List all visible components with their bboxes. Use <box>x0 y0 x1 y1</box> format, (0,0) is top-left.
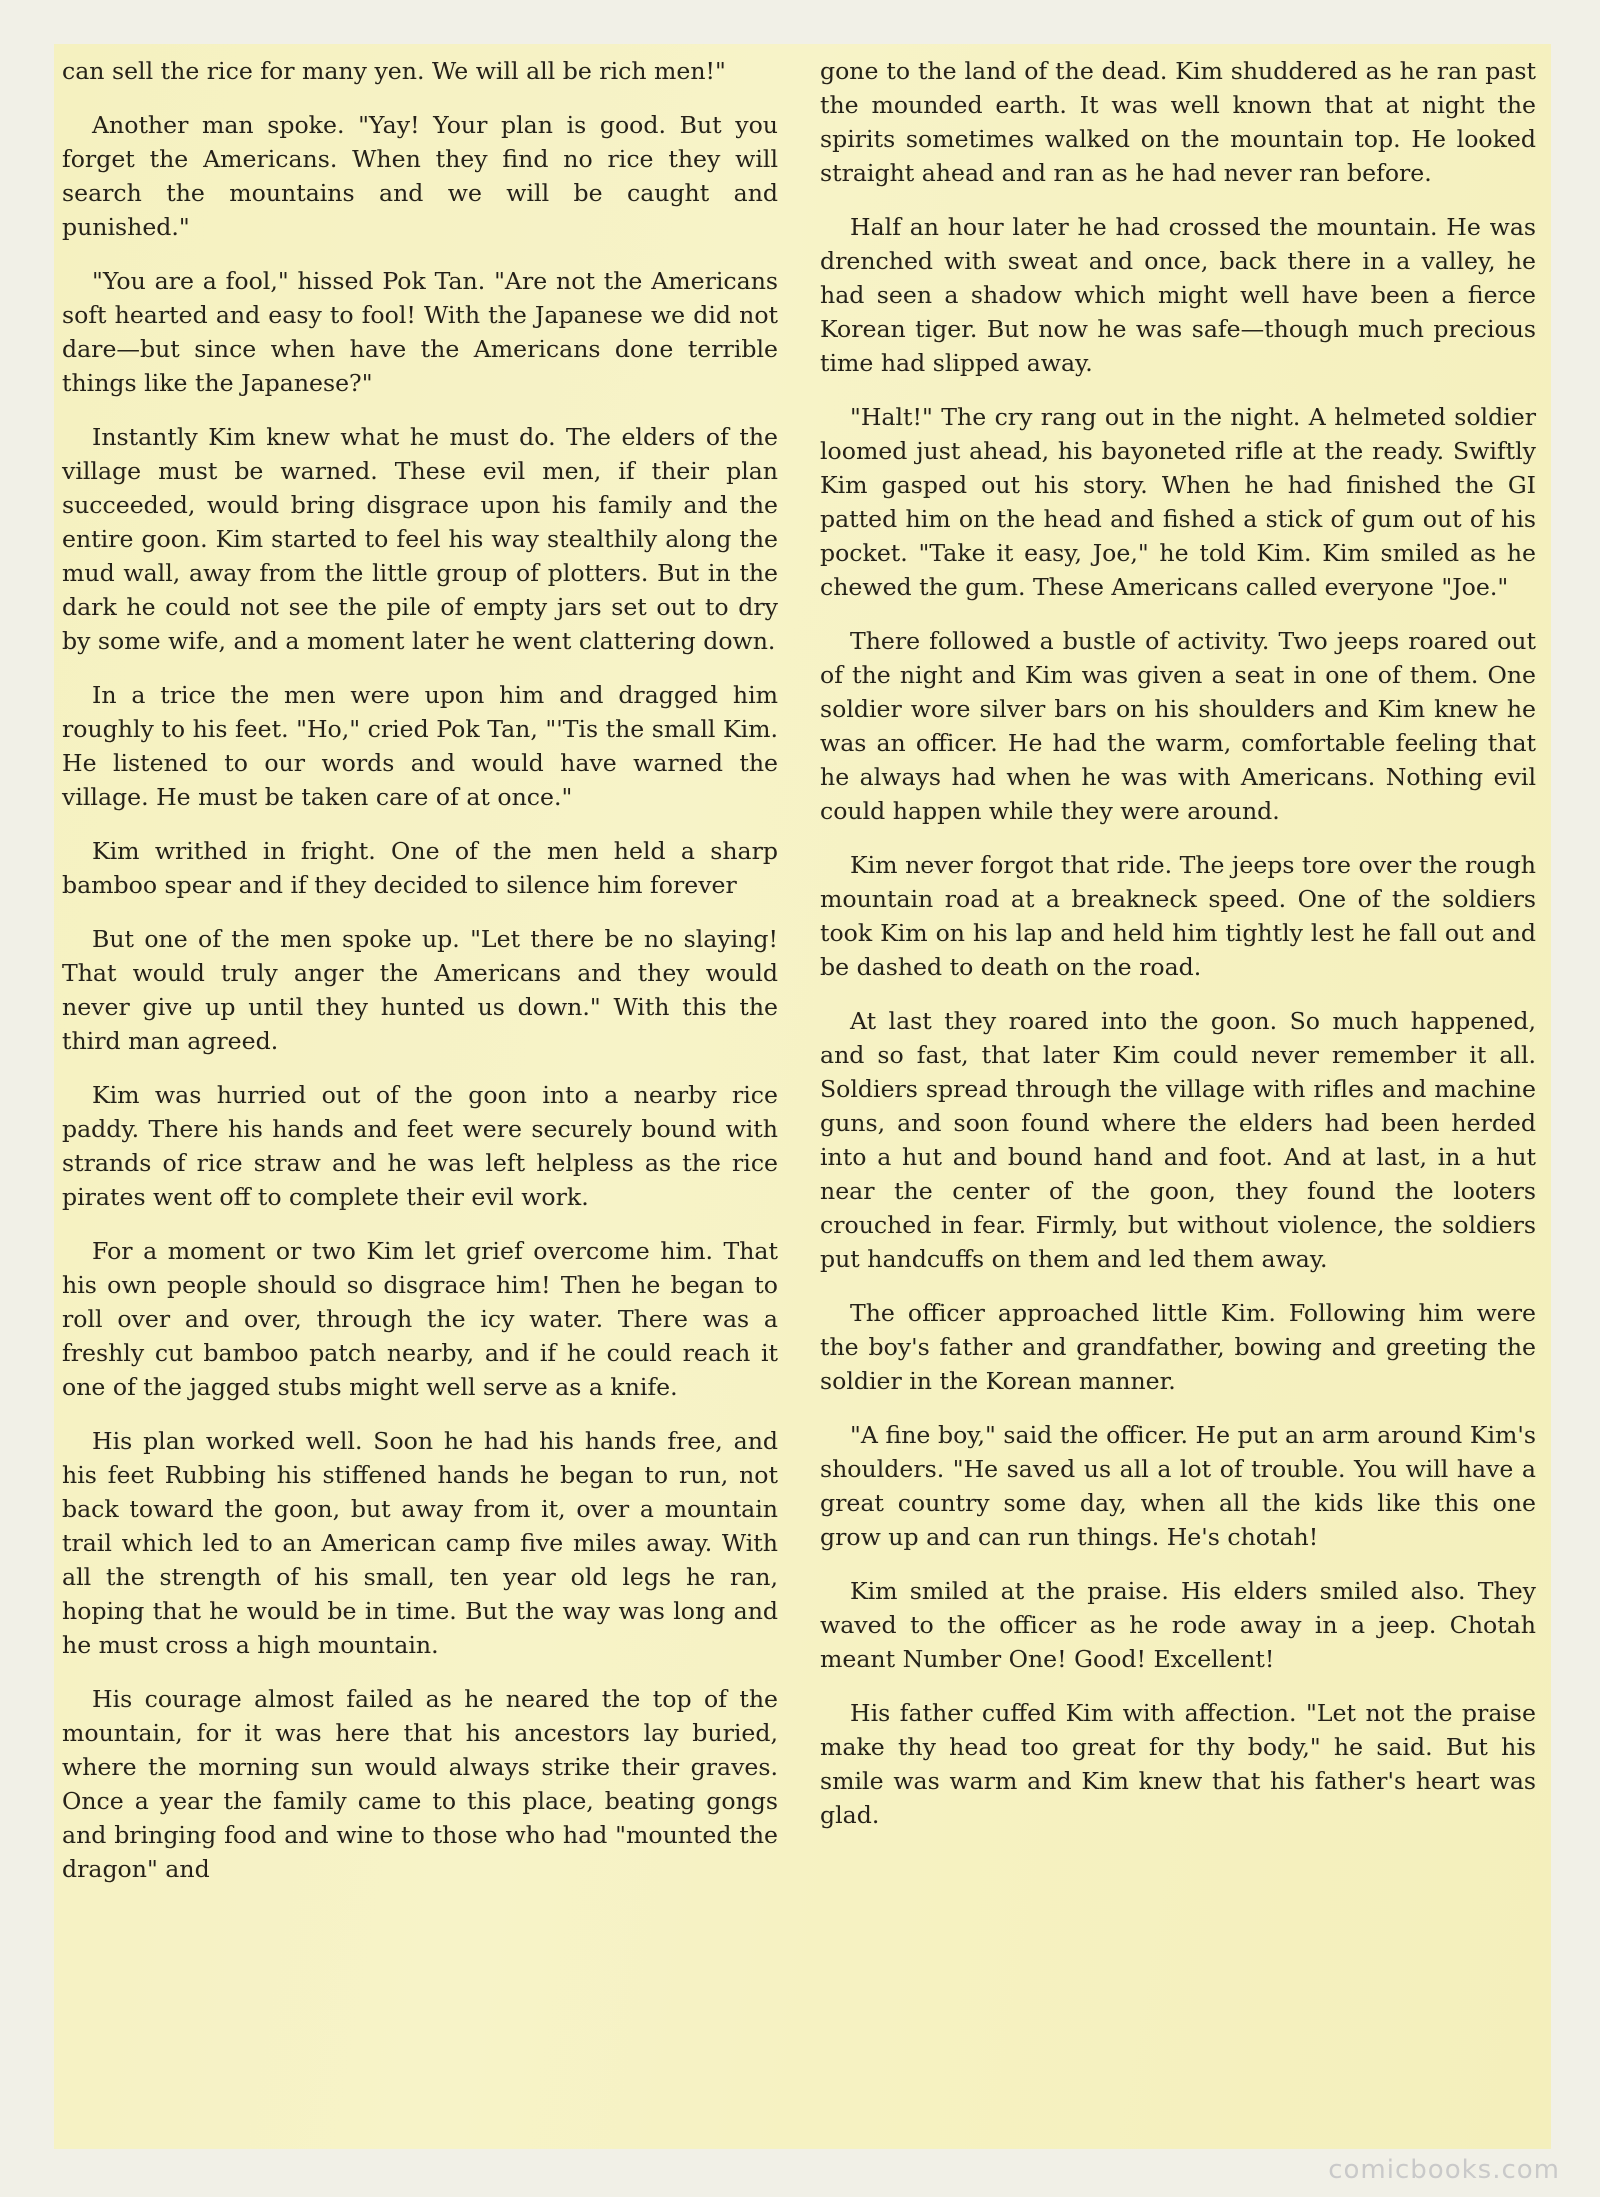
paragraph: Instantly Kim knew what he must do. The elders of the village must be warned. These evil men, if their plan succeeded, would bring disgrace upon his family and the entire goon. Kim started to feel his way stealthily along the mud wall, away from the little group of plotters. But in the dark he could not see the pile of empty jars set out to dry by some wife, and a moment later he went clattering down. <box>62 423 778 655</box>
paragraph: Another man spoke. "Yay! Your plan is good. But you forget the Americans. When they find no rice they will search the mountains and we will be caught and punished." <box>62 111 778 241</box>
paragraph: Kim writhed in fright. One of the men held a sharp bamboo spear and if they decided to silence him forever <box>62 837 778 899</box>
paragraph: "Halt!" The cry rang out in the night. A helmeted soldier loomed just ahead, his bayoneted rifle at the ready. Swiftly Kim gasped out his story. When he had finished the GI patted him on the head and fished a stick of gum out of his pocket. "Take it easy, Joe," he told Kim. Kim smiled as he chewed the gum. These Americans called everyone "Joe." <box>820 403 1536 601</box>
paragraph: His courage almost failed as he neared the top of the mountain, for it was here that his ancestors lay buried, where the morning sun would always strike their graves. Once a year the family came to this place, beating gongs and bringing food and wine to those who had "mounted the dragon" and <box>62 1685 778 1883</box>
paragraph: In a trice the men were upon him and dragged him roughly to his feet. "Ho," cried Pok Tan, "'Tis the small Kim. He listened to our words and would have warned the village. He must be taken care of at once." <box>62 681 778 811</box>
site-watermark: comicbooks.com <box>1328 2155 1560 2185</box>
paragraph: can sell the rice for many yen. We will all be rich men!" <box>62 57 726 85</box>
story-page <box>54 44 1551 2149</box>
paragraph: Half an hour later he had crossed the mountain. He was drenched with sweat and once, back there in a valley, he had seen a shadow which might well have been a fierce Korean tiger. But now he was safe—though much precious time had slipped away. <box>820 213 1536 377</box>
paragraph: But one of the men spoke up. "Let there be no slaying! That would truly anger the Americans and they would never give up until they hunted us down." With this the third man agreed. <box>62 925 778 1055</box>
paragraph: At last they roared into the goon. So much happened, and so fast, that later Kim could never remember it all. Soldiers spread through the village with rifles and machine guns, and soon found where the elders had been herded into a hut and bound hand and foot. And at last, in a hut near the center of the goon, they found the looters crouched in fear. Firmly, but without violence, the soldiers put handcuffs on them and led them away. <box>820 1007 1536 1273</box>
paragraph: His plan worked well. Soon he had his hands free, and his feet Rubbing his stiffened hands he began to run, not back toward the goon, but away from it, over a mountain trail which led to an American camp five miles away. With all the strength of his small, ten year old legs he ran, hoping that he would be in time. But the way was long and he must cross a high mountain. <box>62 1427 778 1659</box>
paragraph: "A fine boy," said the officer. He put an arm around Kim's shoulders. "He saved us all a lot of trouble. You will have a great country some day, when all the kids like this one grow up and can run things. He's chotah! <box>820 1421 1536 1551</box>
paragraph: His father cuffed Kim with affection. "Let not the praise make thy head too great for thy body," he said. But his smile was warm and Kim knew that his father's heart was glad. <box>820 1699 1536 1829</box>
left-column <box>62 54 778 1906</box>
paragraph: Kim was hurried out of the goon into a nearby rice paddy. There his hands and feet were securely bound with strands of rice straw and he was left helpless as the rice pirates went off to complete their evil work. <box>62 1081 778 1211</box>
right-column <box>820 54 1536 1852</box>
paragraph: There followed a bustle of activity. Two jeeps roared out of the night and Kim was given a seat in one of them. One soldier wore silver bars on his shoulders and Kim knew he was an officer. He had the warm, comfortable feeling that he always had when he was with Americans. Nothing evil could happen while they were around. <box>820 627 1536 825</box>
paragraph: For a moment or two Kim let grief overcome him. That his own people should so disgrace him! Then he began to roll over and over, through the icy water. There was a freshly cut bamboo patch nearby, and if he could reach it one of the jagged stubs might well serve as a knife. <box>62 1237 778 1401</box>
paragraph: gone to the land of the dead. Kim shuddered as he ran past the mounded earth. It was well known that at night the spirits sometimes walked on the mountain top. He looked straight ahead and ran as he had never ran before. <box>820 57 1536 187</box>
paragraph: Kim never forgot that ride. The jeeps tore over the rough mountain road at a breakneck speed. One of the soldiers took Kim on his lap and held him tightly lest he fall out and be dashed to death on the road. <box>820 851 1536 981</box>
paragraph: "You are a fool," hissed Pok Tan. "Are not the Americans soft hearted and easy to fool! With the Japanese we did not dare—but since when have the Americans done terrible things like the Japanese?" <box>62 267 778 397</box>
paragraph: Kim smiled at the praise. His elders smiled also. They waved to the officer as he rode away in a jeep. Chotah meant Number One! Good! Excellent! <box>820 1577 1536 1673</box>
paragraph: The officer approached little Kim. Following him were the boy's father and grandfather, bowing and greeting the soldier in the Korean manner. <box>820 1299 1536 1395</box>
